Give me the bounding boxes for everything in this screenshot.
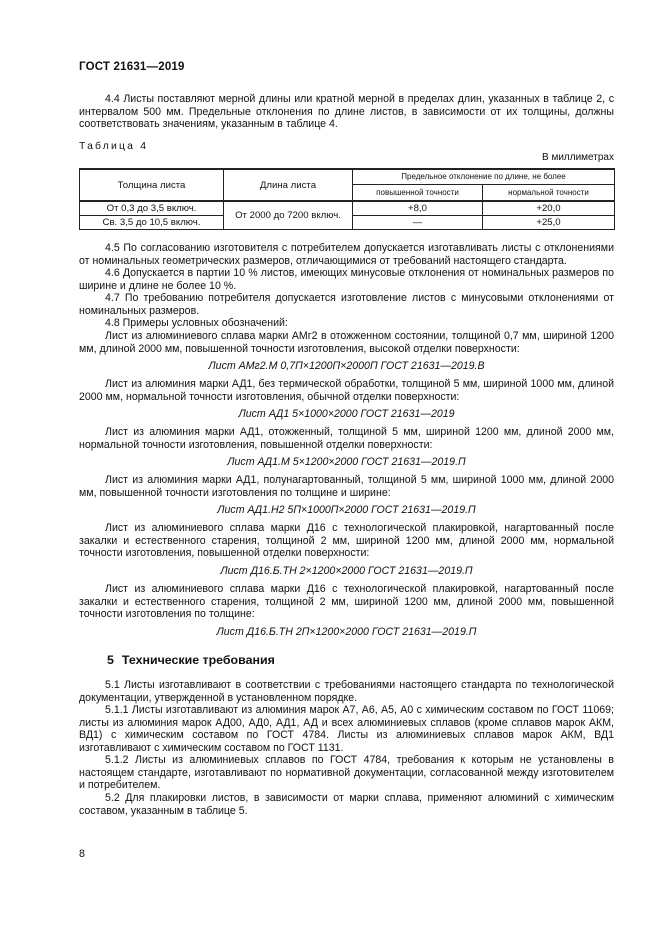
header-length: Длина листа	[224, 169, 353, 201]
example-2-text: Лист из алюминия марки АД1, без термической обработки, толщиной 5 мм, шириной 1000 мм, длиной 2000 мм, нормальной точности изготовления, обычной отделки поверхности:	[79, 378, 614, 403]
example-3-text: Лист из алюминия марки АД1, отожженный, толщиной 5 мм, шириной 1200 мм, длиной 2000 мм, нормальной точности изготовления, повышенной отделки поверхности:	[79, 426, 614, 451]
header-normal: нормальной точности	[483, 184, 615, 201]
cell-thickness: От 0,3 до 3,5 включ.	[80, 201, 224, 215]
example-3-code: Лист АД1.М 5×1200×2000 ГОСТ 21631—2019.П	[227, 456, 466, 468]
example-1-code: Лист АМг2.М 0,7П×1200П×2000П ГОСТ 21631—2019.В	[208, 360, 485, 372]
document-code: ГОСТ 21631—2019	[79, 61, 185, 73]
paragraph-4-4: 4.4 Листы поставляют мерной длины или кратной мерной в пределах длин, указанных в таблице 2, с интервалом 500 мм. Предельные отклонения по длине листов, в зависимости от их толщины, должны соответствовать значениям, указанным в таблице 4.	[79, 93, 614, 131]
page-number: 8	[79, 848, 85, 860]
header-thickness: Толщина листа	[80, 169, 224, 201]
paragraph-4-5: 4.5 По согласованию изготовителя с потребителем допускается изготавливать листы с отклонениями от номинальных геометрических размеров, отличающимися от требований настоящего стандарта.	[79, 242, 614, 267]
example-5-code: Лист Д16.Б.ТН 2×1200×2000 ГОСТ 21631—2019.П	[220, 565, 473, 577]
cell-length: От 2000 до 7200 включ.	[224, 201, 353, 229]
example-6-code: Лист Д16.Б.ТН 2П×1200×2000 ГОСТ 21631—2019.П	[216, 626, 477, 638]
paragraph-4-7: 4.7 По требованию потребителя допускается изготовление листов с минусовыми отклонениями от номинальных размеров.	[79, 292, 614, 317]
header-increased: повышенной точности	[353, 184, 483, 201]
example-5-text: Лист из алюминиевого сплава марки Д16 с технологической плакировкой, нагартованный после закалки и естественного старения, толщиной 2 мм, шириной 1200 мм, длиной 2000 мм, нормальной точности изготовления, повышенной отделки поверхности:	[79, 522, 614, 560]
header-deviation: Предельное отклонение по длине, не более	[353, 169, 615, 184]
paragraph-5-1-1: 5.1.1 Листы изготавливают из алюминия марок А7, А6, А5, А0 с химическим составом по ГОСТ 11069; листы из алюминия марок АД00, АД0, АД1, АД и всех алюминиевых сплавов (кроме сплавов марок АКМ, ВД1) с химическим составом по ГОСТ 4784. Листы из алюминиевых сплавов марок АКМ, ВД1 изготавливают с химическим составом по ГОСТ 1131.	[79, 704, 614, 754]
paragraph-5-1: 5.1 Листы изготавливают в соответствии с требованиями настоящего стандарта по технологической документации, утвержденной в установленном порядке.	[79, 679, 614, 704]
cell-increased: —	[353, 215, 483, 229]
cell-thickness: Св. 3,5 до 10,5 включ.	[80, 215, 224, 229]
example-4-code: Лист АД1.Н2 5П×1000П×2000 ГОСТ 21631—2019.П	[217, 504, 476, 516]
cell-normal: +20,0	[483, 201, 615, 215]
section-title: Технические требования	[121, 653, 275, 667]
example-2-code: Лист АД1 5×1000×2000 ГОСТ 21631—2019	[238, 408, 455, 420]
table-unit: В миллиметрах	[542, 152, 614, 163]
example-1-text: Лист из алюминиевого сплава марки АМг2 в отожженном состоянии, толщиной 0,7 мм, шириной 1200 мм, длиной 2000 мм, повышенной точности изготовления, высокой отделки поверхности:	[79, 330, 614, 355]
table-row	[80, 201, 615, 215]
paragraph-4-8: 4.8 Примеры условных обозначений:	[105, 317, 288, 329]
table-4	[79, 168, 615, 230]
example-4-text: Лист из алюминия марки АД1, полунагартованный, толщиной 5 мм, шириной 1000 мм, длиной 2000 мм, повышенной точности изготовления по толщине и ширине:	[79, 474, 614, 499]
section-5-heading	[107, 653, 283, 667]
example-6-text: Лист из алюминиевого сплава марки Д16 с технологической плакировкой, нагартованный после закалки и естественного старения, толщиной 2 мм, шириной 1200 мм, длиной 2000 мм, повышенной точности изготовления по толщине:	[79, 583, 614, 621]
table-caption: Таблица 4	[79, 141, 149, 152]
paragraph-5-2: 5.2 Для плакировки листов, в зависимости от марки сплава, применяют алюминий с химическим составом, указанным в таблице 5.	[79, 792, 614, 817]
paragraph-5-1-2: 5.1.2 Листы из алюминиевых сплавов по ГОСТ 4784, требования к которым не установлены в настоящем стандарте, изготавливают по нормативной документации, согласованной между изготовителем и потребителем.	[79, 754, 614, 792]
section-number: 5	[107, 653, 114, 667]
cell-normal: +25,0	[483, 215, 615, 229]
paragraph-4-6: 4.6 Допускается в партии 10 % листов, имеющих минусовые отклонения от номинальных размеров по ширине и длине не более 10 %.	[79, 267, 614, 292]
cell-increased: +8,0	[353, 201, 483, 215]
